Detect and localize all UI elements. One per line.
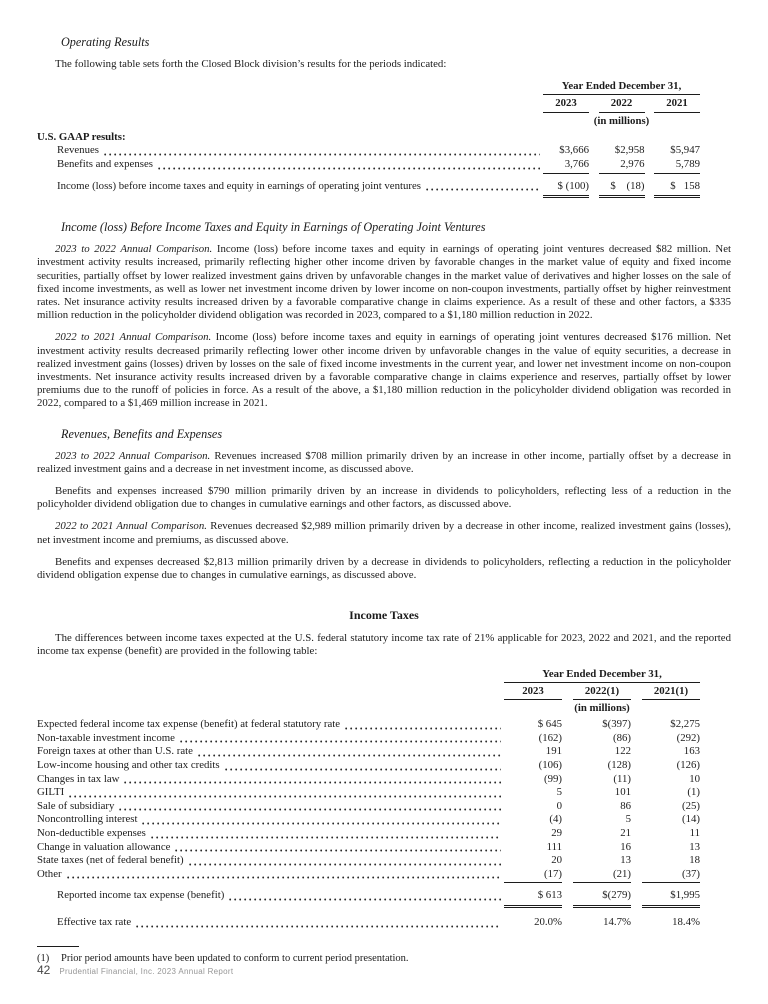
table-row-valuation-allowance: Change in valuation allowance 111 16 13: [37, 840, 700, 853]
year-ended-header: Year Ended December 31,: [504, 668, 700, 683]
dot-leader: [426, 188, 540, 191]
table-row-low-income-housing: Low-income housing and other tax credits (106) (128) (126): [37, 759, 700, 772]
table-row-sale-subsidiary: Sale of subsidiary 0 86 (25): [37, 799, 700, 812]
income-taxes-intro: The differences between income taxes expected at the U.S. federal statutory income tax rate of 21% applicable for 2023, 2022 and 2021, and the reported income tax expense (benefit) are provided in the following table:: [37, 632, 731, 658]
dot-leader: [189, 863, 501, 866]
section-heading-operating-results: Operating Results: [61, 35, 150, 49]
dot-leader: [175, 849, 501, 852]
column-header-2023: 2023: [543, 97, 589, 112]
dot-leader: [119, 808, 501, 811]
table-row-gilti: GILTI 5 101 (1): [37, 786, 700, 799]
column-header-2022: 2022: [599, 97, 645, 112]
column-header-2021: 2021(1): [642, 685, 700, 700]
table-row-revenues: Revenues $3,666 $2,958 $5,947: [57, 144, 700, 157]
table-row-income-loss: Income (loss) before income taxes and equity in earnings of operating joint ventures $ (100) $ (18) $ 158: [37, 180, 731, 199]
dot-leader: [345, 727, 501, 730]
footnote-divider: [37, 946, 79, 947]
table-head: [37, 668, 731, 719]
table-row-reported-tax: Reported income tax expense (benefit) $ 613 $(279) $1,995: [37, 889, 731, 908]
table-row-non-taxable: Non-taxable investment income (162) (86) (292): [37, 731, 700, 744]
page-footer: [37, 964, 233, 978]
dot-leader: [136, 925, 501, 928]
table-row-effective-rate: Effective tax rate 20.0% 14.7% 18.4%: [57, 915, 700, 928]
column-header-2021: 2021: [654, 97, 700, 112]
footnote-text: Prior period amounts have been updated to conform to current period presentation.: [61, 952, 409, 964]
units-label: (in millions): [574, 702, 630, 715]
group-label-us-gaap: U.S. GAAP results:: [37, 130, 126, 143]
year-ended-header: Year Ended December 31,: [543, 80, 700, 95]
table-row-changes-tax-law: Changes in tax law (99) (11) 10: [37, 772, 700, 785]
income-tax-reconciliation-table: [37, 668, 731, 930]
paragraph: 2023 to 2022 Annual Comparison. Revenues increased $708 million primarily driven by an increase in other income, partially offset by a decrease in realized investment gains and a decrease in net investment income, as discussed above.: [37, 449, 732, 475]
dot-leader: [225, 768, 501, 771]
table-row-foreign-taxes: Foreign taxes at other than U.S. rate 191 122 163: [37, 745, 700, 758]
section-heading-income-taxes: Income Taxes: [349, 608, 419, 623]
dot-leader: [104, 153, 540, 156]
footnote: [37, 952, 731, 965]
column-header-2022: 2022(1): [573, 685, 631, 700]
footnote-marker: (1): [37, 952, 50, 964]
table-row-noncontrolling-interest: Noncontrolling interest (4) 5 (14): [37, 813, 700, 826]
dot-leader: [198, 754, 501, 757]
paragraph: Benefits and expenses decreased $2,813 million primarily driven by a decrease in dividends to policyholders, reflecting a reduction in the policyholder dividend obligation expense due to changes in cumulative earnings, as discussed above.: [37, 555, 731, 582]
paragraph: 2022 to 2021 Annual Comparison. Income (loss) before income taxes and equity in earnings of operating joint ventures decreased $176 million. Net investment activity results decreased primarily reflecting lower other income driven by unfavorable changes in the value of equity securities, a decrease in realized investment gains (losses) driven by losses on the sale of fixed income investments in the current year, and lower net investment income on non-coupon investments. Net insurance activity results increased driven by a favorable comparative change in claims experience and reserves, partially offset by lower premiums due to the runoff of policies in force. As a result of the above, a $1,180 million reduction in the policyholder dividend obligation was recorded in 2022, compared to a $1,469 million increase in 2021.: [37, 331, 731, 410]
column-header-2023: 2023: [504, 685, 562, 700]
dot-leader: [158, 167, 540, 170]
section-heading-income-loss: Income (loss) Before Income Taxes and Equity in Earnings of Operating Joint Ventures: [61, 220, 486, 235]
page-number: 42: [37, 962, 51, 977]
dot-leader: [229, 898, 501, 901]
closed-block-results-table: [37, 80, 731, 198]
table-row-benefits-expenses: Benefits and expenses 3,766 2,976 5,789: [37, 158, 731, 174]
dot-leader: [180, 740, 501, 743]
table-row-non-deductible: Non-deductible expenses 29 21 11: [37, 827, 700, 840]
table-row-state-taxes: State taxes (net of federal benefit) 20 13 18: [37, 854, 700, 867]
operating-results-intro: The following table sets forth the Closed Block division’s results for the periods indicated:: [55, 58, 447, 70]
table-row-other: Other (17) (21) (37): [37, 868, 731, 884]
table-head: [37, 80, 731, 131]
units-label: (in millions): [593, 114, 650, 127]
paragraph: 2023 to 2022 Annual Comparison. Income (loss) before income taxes and equity in earnings of operating joint ventures decreased $82 million. Net investment activity results increased, primarily reflecting higher other income driven by favorable changes in the market value of equity and fixed income securities, partially offset by lower realized investment gains driven by unfavorable changes in the market value of derivatives and higher losses on the sale of fixed income investments, as well as lower net investment income driven by lower income on non-coupon investments, partially offset by higher reinvestment rates. Net insurance activity results increased driven by a favorable comparative change in claims experience. As a result of these and other factors, a $335 million reduction in the policyholder dividend obligation was recorded in 2023, compared to a $1,180 million reduction in 2022.: [37, 243, 732, 322]
dot-leader: [124, 781, 501, 784]
section-heading-revenues-benefits: Revenues, Benefits and Expenses: [61, 426, 223, 441]
dot-leader: [142, 822, 501, 825]
dot-leader: [151, 836, 501, 839]
dot-leader: [67, 876, 501, 879]
report-title: Prudential Financial, Inc. 2023 Annual Report: [59, 966, 234, 976]
paragraph: Benefits and expenses increased $790 million primarily driven by an increase in dividends to policyholders, reflecting less of a reduction in the policyholder dividend obligation due to changes in cumulative earnings and other factors, as discussed above.: [37, 485, 731, 511]
dot-leader: [69, 795, 501, 798]
table-row-expected-federal: Expected federal income tax expense (benefit) at federal statutory rate $ 645 $(397) $2,275: [37, 718, 700, 731]
paragraph: 2022 to 2021 Annual Comparison. Revenues decreased $2,989 million primarily driven by a decrease in other income, realized investment gains (losses), net investment income and premiums, as discussed above.: [37, 520, 731, 546]
